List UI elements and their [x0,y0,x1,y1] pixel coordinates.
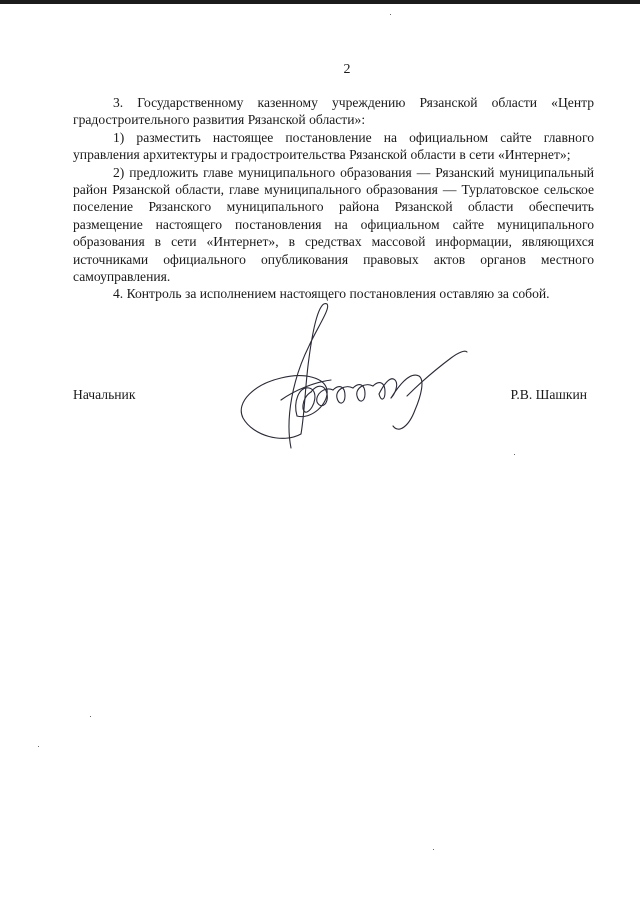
signer-position: Начальник [73,387,136,402]
scan-speck [514,454,515,455]
paragraph-3-item-2: 2) предложить главе муниципального образования — Рязанский муниципальный район Рязанской области, главе муниципального образования — Турлатовское сельское поселение Рязанского муниципального района Рязанской области обеспечить размещение настоящего постановления на официальном сайте муниципального образования в сети «Интернет», в средствах массовой информации, являющихся источниками официального опубликования правовых актов органов местного самоуправления. [73,164,594,285]
scan-speck [38,746,39,747]
scan-speck [433,849,434,850]
scan-speck [90,716,91,717]
signer-name: Р.В. Шашкин [510,387,587,402]
document-body [73,94,594,303]
top-border-rule [0,0,640,4]
paragraph-4: 4. Контроль за исполнением настоящего постановления оставляю за собой. [113,286,550,302]
scan-speck [390,14,391,15]
paragraph-3-item-1: 1) разместить настоящее постановление на официальном сайте главного управления архитектуры и градостроительства Рязанской области в сети «Интернет»; [73,129,594,163]
handwritten-signature-icon [235,298,475,458]
paragraph-3: 3. Государственному казенному учреждению Рязанской области «Центр градостроительного развития Рязанской области»: [73,95,594,128]
page-number: 2 [343,62,351,77]
